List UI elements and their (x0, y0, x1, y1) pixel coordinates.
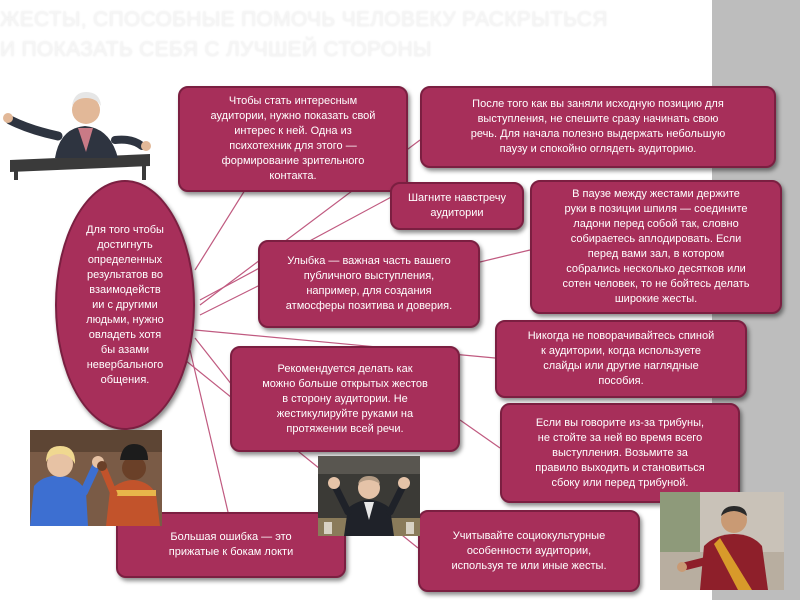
tip-tribune-text: Если вы говорите из-за трибуны, не стойте за ней во время всего выступления. Возьмите за правило выходить и становиться сбоку или перед трибуной. (535, 416, 705, 489)
tip-pause (420, 86, 776, 168)
tip-elbows-text: Большая ошибка — это прижатые к бокам локти (168, 531, 294, 558)
tip-dont-turn-back (495, 320, 747, 398)
tip-smile (258, 240, 480, 328)
tip-eye-contact (178, 86, 408, 192)
photo-monk-speaking (660, 492, 784, 590)
connector-to-eye-contact (195, 182, 250, 270)
tip-sociocultural-text: Учитывайте социокультурные особенности аудитории, используя те или иные жесты. (451, 529, 607, 572)
title-line-2: И ПОКАЗАТЬ СЕБЯ С ЛУЧШЕЙ СТОРОНЫ (0, 38, 432, 61)
connector-to-elbows (190, 350, 228, 512)
tip-step-forward (390, 182, 524, 230)
central-ellipse (55, 180, 195, 430)
title-line-1: ЖЕСТЫ, СПОСОБНЫЕ ПОМОЧЬ ЧЕЛОВЕКУ РАСКРЫТЬСЯ (0, 8, 608, 31)
tip-spire-hands-text: В паузе между жестами держите руки в позиции шпиля — соедините ладони перед собой так, словно собираетесь аплодировать. Если перед вами зал, в котором собрались несколько десятков или сотен человек, то не бойтесь делать широкие жесты. (562, 188, 750, 305)
connector-to-tribune (460, 420, 500, 448)
photo-speaker-at-desk (0, 80, 160, 180)
tip-step-forward-text: Шагните навстречу аудитории (407, 192, 507, 219)
central-text: Для того чтобы достигнуть определенных результатов во взаимодейств ии с другими людьми, нужно овладеть хотя бы азами невербального общения. (86, 223, 164, 386)
tip-open-gestures-text: Рекомендуется делать как можно больше открытых жестов в сторону аудитории. Не жестикулируйте руками на протяжении всей речи. (262, 362, 428, 435)
tip-eye-contact-text: Чтобы стать интересным аудитории, нужно показать свой интерес к ней. Одна из психотехник для этого — формирование зрительного контакта. (210, 95, 376, 182)
tip-tribune (500, 403, 740, 503)
connector-to-smile (200, 285, 260, 315)
tip-open-gestures (230, 346, 460, 452)
photo-two-women-waving (30, 430, 162, 526)
photo-man-gesturing (318, 456, 420, 536)
connector-to-open-gestures (195, 338, 232, 385)
connector-smile-to-hands (480, 250, 530, 262)
tip-smile-text: Улыбка — важная часть вашего публичного выступления, например, для создания атмосферы позитива и доверия. (285, 255, 453, 312)
tip-dont-turn-back-text: Никогда не поворачивайтесь спиной к аудитории, когда используете слайды или другие наглядные пособия. (527, 330, 715, 387)
tip-pause-text: После того как вы заняли исходную позицию для выступления, не спешите сразу начинать свою речь. Для начала полезно выдержать небольшую паузу и спокойно оглядеть аудиторию. (470, 98, 726, 155)
tip-spire-hands (530, 180, 782, 314)
tip-sociocultural (418, 510, 640, 592)
